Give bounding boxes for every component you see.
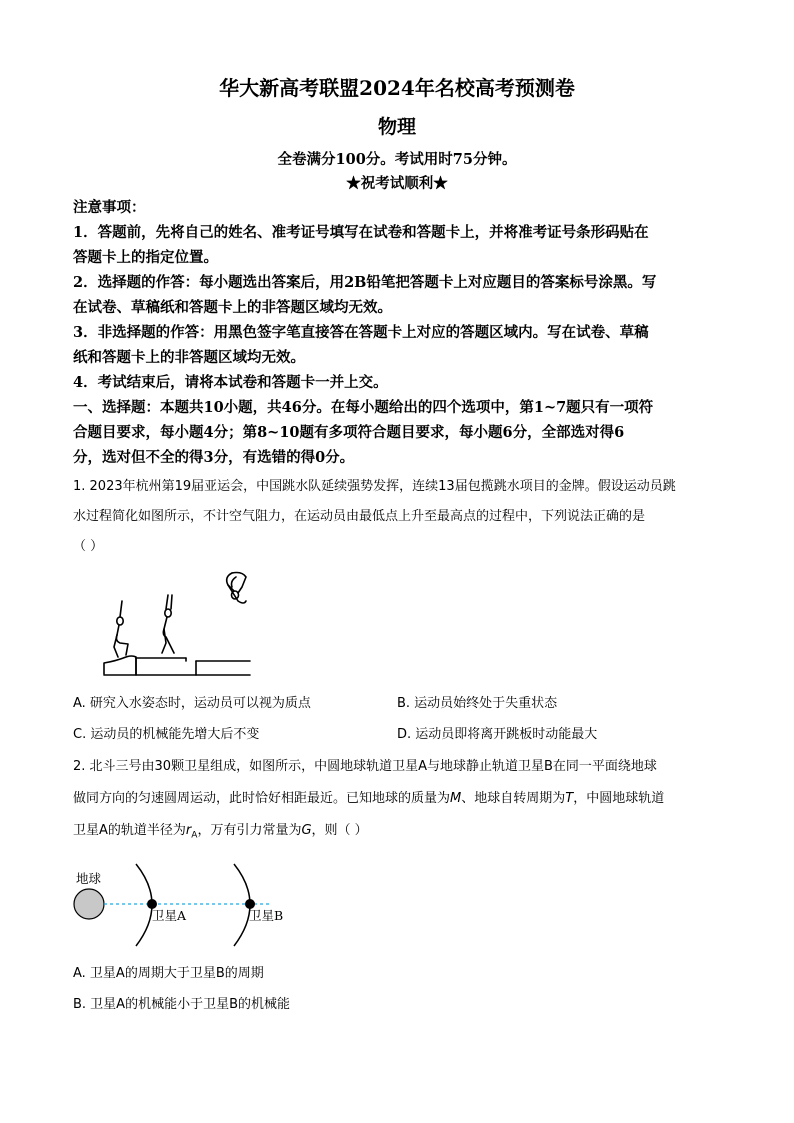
q2-stem-line: 卫星A的轨道半径为$r_A$，万有引力常量为G，则（ ） bbox=[73, 823, 368, 841]
notes-line: 3．非选择题的作答：用黑色签字笔直接答在答题卡上对应的答题区域内。写在试卷、草稿 bbox=[73, 324, 649, 341]
var-gravitational-constant: G bbox=[301, 823, 312, 838]
var-mass: M bbox=[450, 791, 462, 806]
subject-title: 物理 bbox=[377, 116, 416, 138]
section-heading-line: 分，选对但不全的得3分，有选错的得0分。 bbox=[73, 449, 355, 466]
notes-line: 答题卡上的指定位置。 bbox=[73, 249, 218, 266]
q2-stem-line: 做同方向的匀速圆周运动，此时恰好相距最近。已知地球的质量为M、地球自转周期为T，中圆地球轨道 bbox=[73, 791, 665, 806]
section-heading-line: 一、选择题：本题共10小题，共46分。在每小题给出的四个选项中，第1~7题只有一项符 bbox=[73, 399, 654, 416]
q1-option-d[interactable]: D. 运动员即将离开跳板时动能最大 bbox=[397, 727, 598, 742]
notes-line: 4．考试结束后，请将本试卷和答题卡一并上交。 bbox=[73, 374, 388, 391]
q1-stem-line: 1. 2023年杭州第19届亚运会，中国跳水队延续强势发挥，连续13届包揽跳水项目的金牌。假设运动员跳 bbox=[73, 479, 676, 494]
exam-title: 华大新高考联盟2024年名校高考预测卷 bbox=[219, 76, 575, 100]
diver-figure-1 bbox=[114, 601, 128, 657]
notes-line: 纸和答题卡上的非答题区域均无效。 bbox=[73, 349, 305, 366]
notes-line: 1．答题前，先将自己的姓名、准考证号填写在试卷和答题卡上，并将准考证号条形码贴在 bbox=[73, 224, 649, 241]
satellite-a-label: 卫星A bbox=[152, 908, 187, 923]
q2-option-b[interactable]: B. 卫星A的机械能小于卫星B的机械能 bbox=[73, 997, 290, 1012]
var-period: T bbox=[565, 791, 574, 806]
q2-stem-line: 2. 北斗三号由30颗卫星组成，如图所示，中圆地球轨道卫星A与地球静止轨道卫星B在同一平面绕地球 bbox=[73, 759, 657, 774]
notes-heading: 注意事项： bbox=[73, 199, 146, 216]
q1-option-c[interactable]: C. 运动员的机械能先增大后不变 bbox=[73, 727, 260, 742]
var-radius: $r_A$ bbox=[185, 823, 198, 841]
notes-line: 2．选择题的作答：每小题选出答案后，用2B铅笔把答题卡上对应题目的答案标号涂黑。写 bbox=[73, 274, 657, 291]
diver-figure-3 bbox=[227, 573, 246, 604]
section-heading-line: 合题目要求，每小题4分；第8~10题有多项符合题目要求，每小题6分，全部选对得6 bbox=[73, 424, 625, 441]
diving-figure bbox=[96, 565, 266, 680]
q1-option-a[interactable]: A. 研究入水姿态时，运动员可以视为质点 bbox=[73, 696, 311, 711]
diver-figure-2 bbox=[162, 595, 174, 653]
satellite-b-label: 卫星B bbox=[249, 908, 284, 923]
orbit-figure bbox=[66, 860, 316, 950]
q2-option-a[interactable]: A. 卫星A的周期大于卫星B的周期 bbox=[73, 966, 264, 981]
springboard-line bbox=[104, 656, 136, 674]
q1-stem-line: 水过程简化如图所示，不计空气阻力，在运动员由最低点上升至最高点的过程中，下列说法正确的是 bbox=[73, 509, 646, 524]
good-luck-line: ★祝考试顺利★ bbox=[346, 175, 448, 192]
q1-stem-line: （ ） bbox=[73, 539, 104, 554]
exam-info: 全卷满分100分。考试用时75分钟。 bbox=[277, 151, 517, 168]
notes-line: 在试卷、草稿纸和答题卡上的非答题区域均无效。 bbox=[73, 299, 392, 316]
q1-option-b[interactable]: B. 运动员始终处于失重状态 bbox=[397, 696, 558, 711]
earth-label: 地球 bbox=[76, 871, 102, 886]
earth-circle bbox=[74, 889, 104, 919]
